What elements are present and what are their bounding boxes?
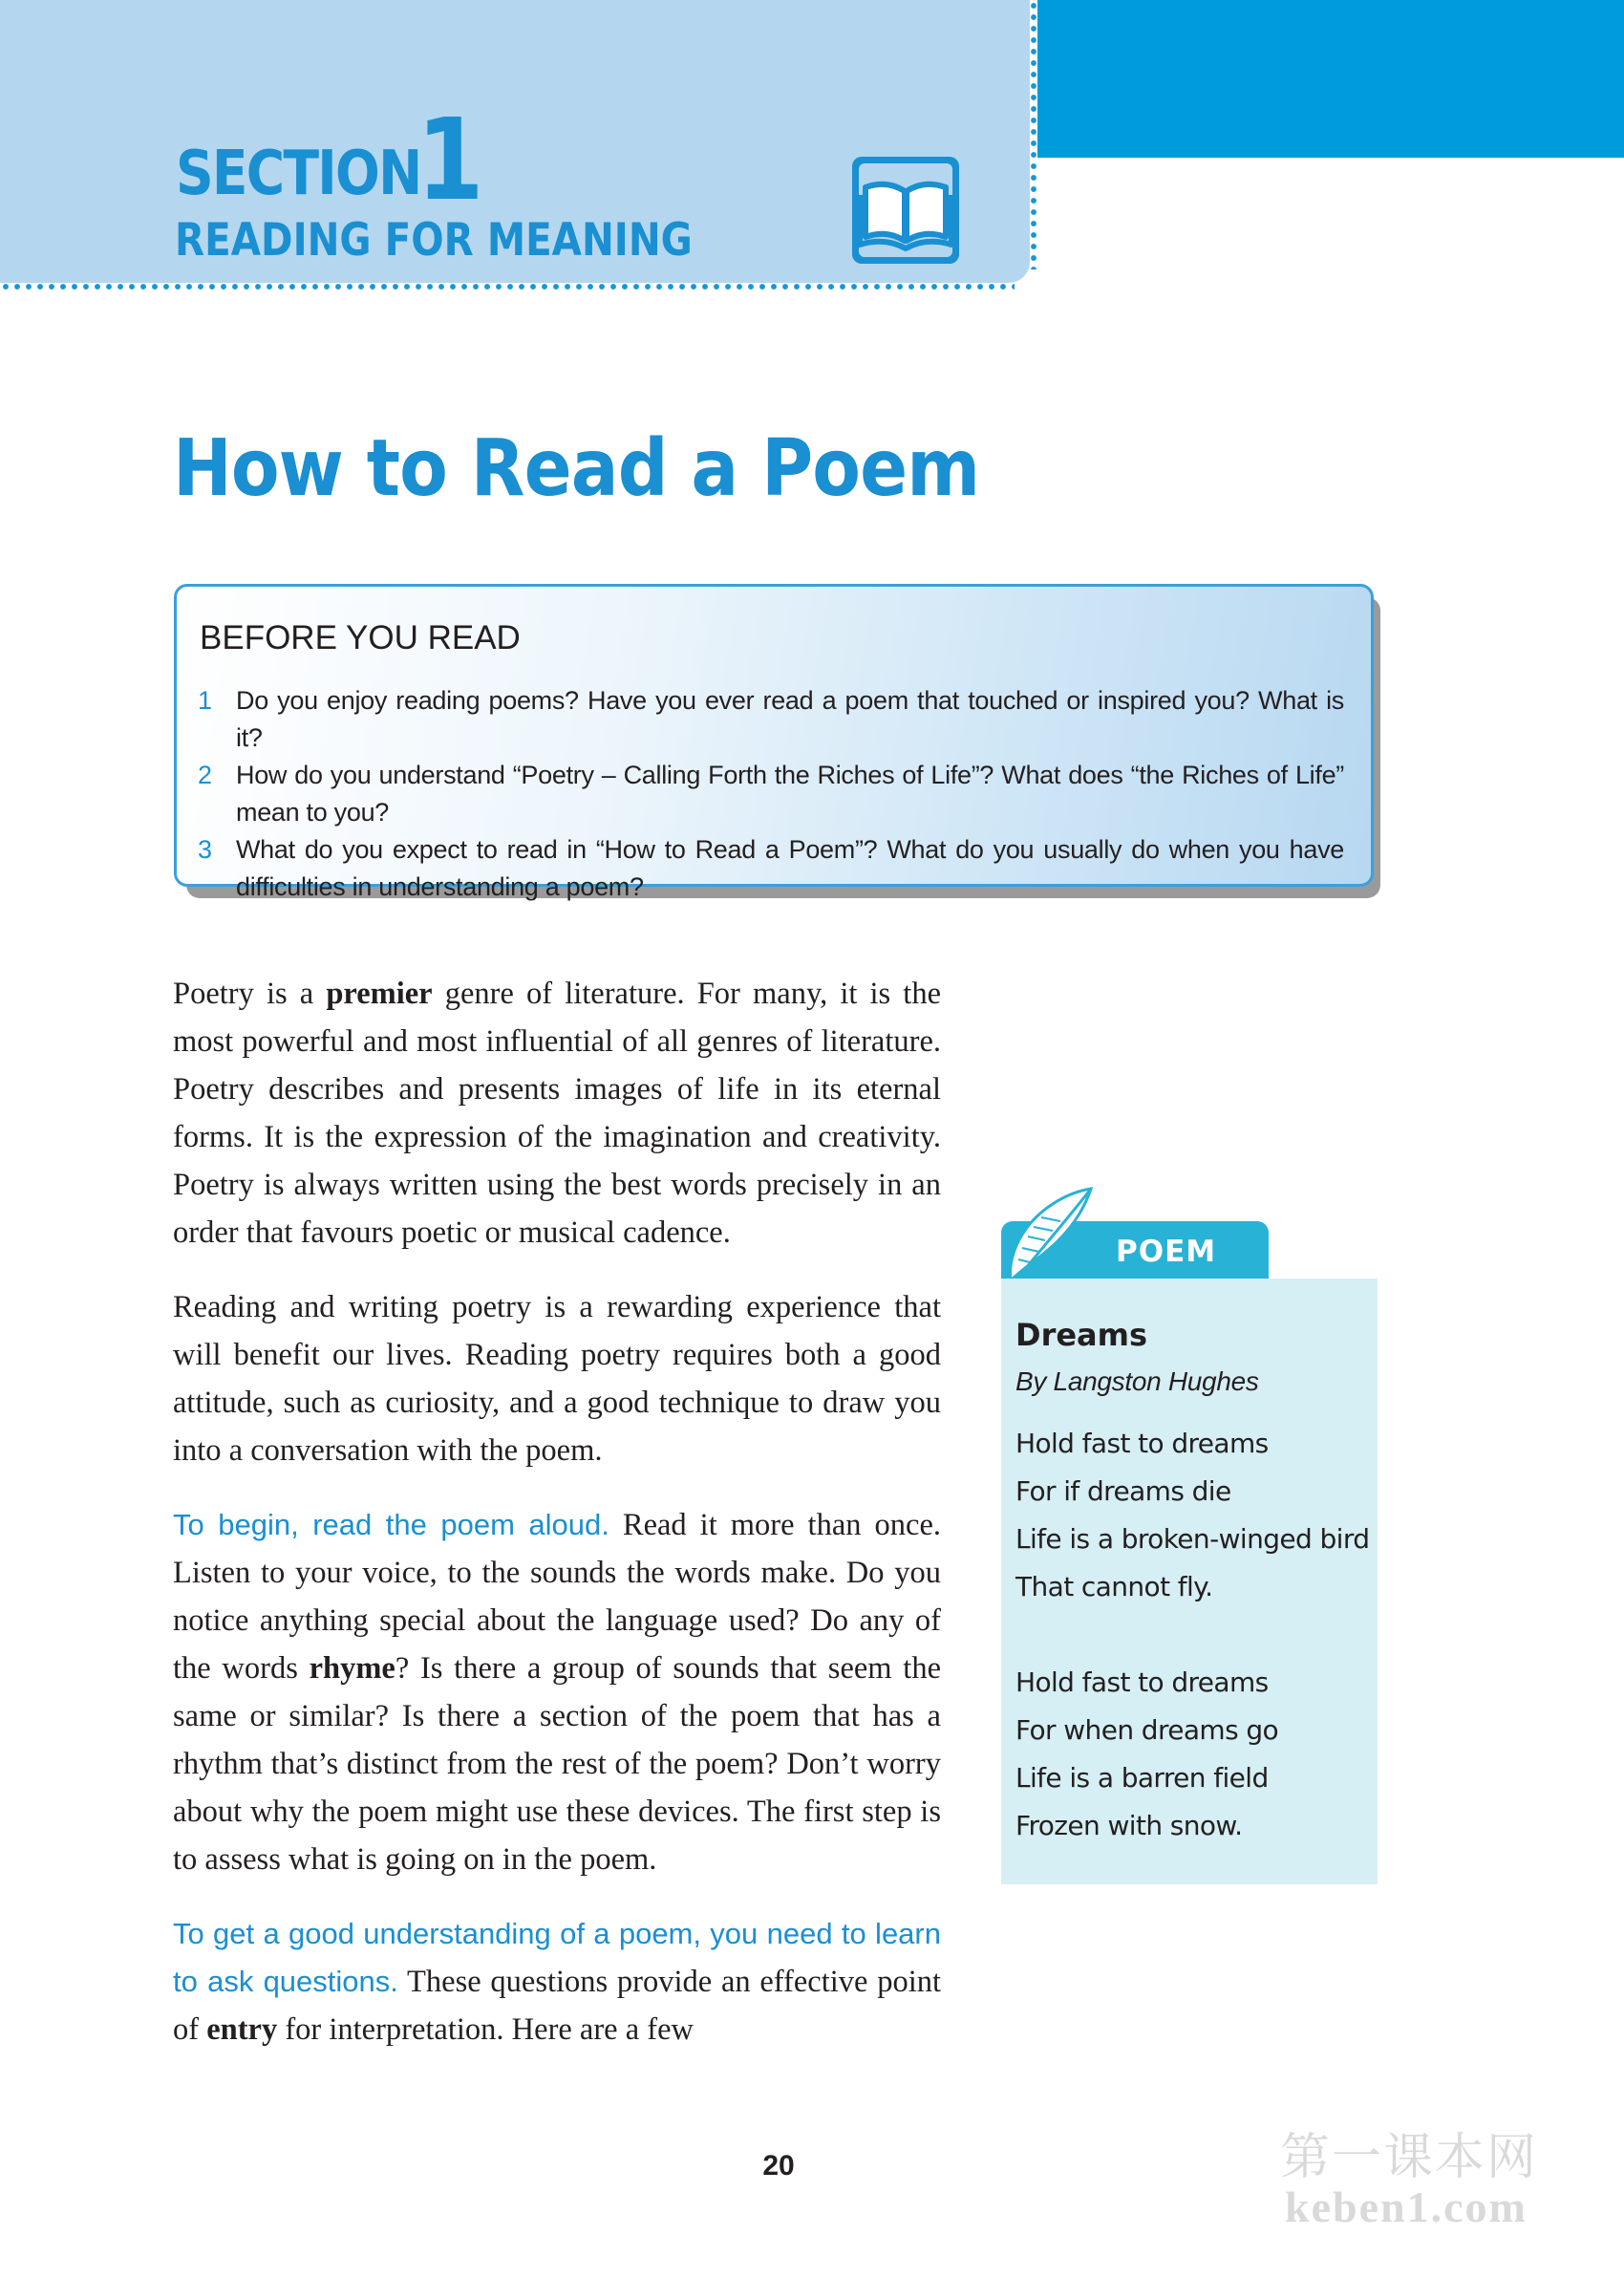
poem-line: Hold fast to dreams: [1015, 1666, 1269, 1698]
watermark-url: keben1.com: [1285, 2182, 1528, 2231]
poem-stanza-2: [1015, 1659, 1278, 1850]
banner-dotted-border-bottom: [0, 283, 1015, 290]
question-text: What do you expect to read in “How to Read a Poem”? What do you usually do when you have difficulties in understanding a poem?: [236, 835, 1344, 901]
keyword-premier: premier: [326, 977, 433, 1011]
before-you-read-box: [174, 584, 1374, 901]
paragraph-text: genre of literature. For many, it is the most powerful and most influential of all genres of literature. Poetry describes and presents images of life in its eternal forms. It is the expression of the imagination and creativity. Poetry is always written using the best words precisely in an order that favours poetic or musical cadence.: [173, 977, 941, 1250]
poem-panel: [1001, 1279, 1378, 1884]
before-you-read-list: [198, 682, 1344, 906]
poem-author: By Langston Hughes: [1015, 1366, 1259, 1396]
poem-line: Hold fast to dreams: [1015, 1428, 1269, 1459]
highlight-ask-questions: To get a good understanding of a poem, you need to learn to ask questions.: [173, 1917, 941, 1998]
question-text: Do you enjoy reading poems? Have you ever read a poem that touched or inspired you? What is it?: [236, 686, 1344, 752]
question-item: [198, 682, 1344, 757]
poem-tab-label: POEM: [1116, 1235, 1217, 1269]
poem-title: Dreams: [1015, 1317, 1148, 1353]
poem-line: Life is a broken-winged bird: [1015, 1523, 1370, 1555]
paragraph-reading-writing: Reading and writing poetry is a rewarding experience that will benefit our lives. Reading poetry requires both a good attitude, such as curiosity, and a good technique to draw you into a conversation with the poem.: [173, 1290, 941, 1468]
paragraph-text: for interpretation. Here are a few: [277, 2012, 694, 2047]
poem-stanza-1: [1015, 1420, 1369, 1611]
paragraph-text: Read it more than once. Listen to your voice, to the sounds the words make. Do you notice anything special about the language used? Do any of the words: [173, 1508, 941, 1686]
section-number: 1: [417, 94, 484, 226]
poem-line: For when dreams go: [1015, 1714, 1279, 1746]
poem-line: Frozen with snow.: [1015, 1810, 1243, 1841]
paragraph-intro: [173, 970, 941, 1257]
poem-line: That cannot fly.: [1015, 1571, 1213, 1602]
question-text: How do you understand “Poetry – Calling Forth the Riches of Life”? What does “the Riches of Life” mean to you?: [236, 761, 1344, 827]
highlight-read-aloud: To begin, read the poem aloud.: [173, 1508, 609, 1541]
question-number: 1: [198, 686, 213, 715]
question-number: 2: [198, 761, 213, 789]
paragraph-ask-questions: [173, 1910, 941, 2053]
header-blue-bar: [1037, 0, 1624, 158]
paragraph-text: These questions provide an effective point of: [173, 1965, 942, 2047]
page-number: 20: [762, 2150, 795, 2182]
paragraph-text: ? Is there a group of sounds that seem the same or similar? Is there a section of the poem that has a rhythm that’s distinct from the rest of the poem? Don’t worry about why the poem might use these devices. The first step is to assess what is going on in the poem.: [173, 1651, 941, 1877]
before-you-read-heading: BEFORE YOU READ: [200, 619, 521, 656]
question-item: [198, 757, 1344, 831]
paragraph-read-aloud: [173, 1501, 941, 1883]
poem-line: For if dreams die: [1015, 1475, 1231, 1507]
keyword-rhyme: rhyme: [309, 1651, 395, 1686]
quill-icon: [999, 1185, 1097, 1292]
question-number: 3: [198, 835, 213, 864]
keyword-entry: entry: [206, 2012, 278, 2047]
watermark-text: 第一课本网: [1280, 2129, 1539, 2186]
book-icon: [848, 153, 963, 268]
question-item: [198, 831, 1344, 906]
poem-line: Life is a barren field: [1015, 1762, 1269, 1794]
section-subtitle: READING FOR MEANING: [175, 214, 693, 267]
section-label: SECTION: [176, 139, 421, 209]
banner-dotted-border-right: [1030, 0, 1037, 269]
page-title: How to Read a Poem: [173, 423, 980, 514]
paragraph-text: Poetry is a: [173, 977, 327, 1011]
body-text: [173, 970, 941, 2080]
